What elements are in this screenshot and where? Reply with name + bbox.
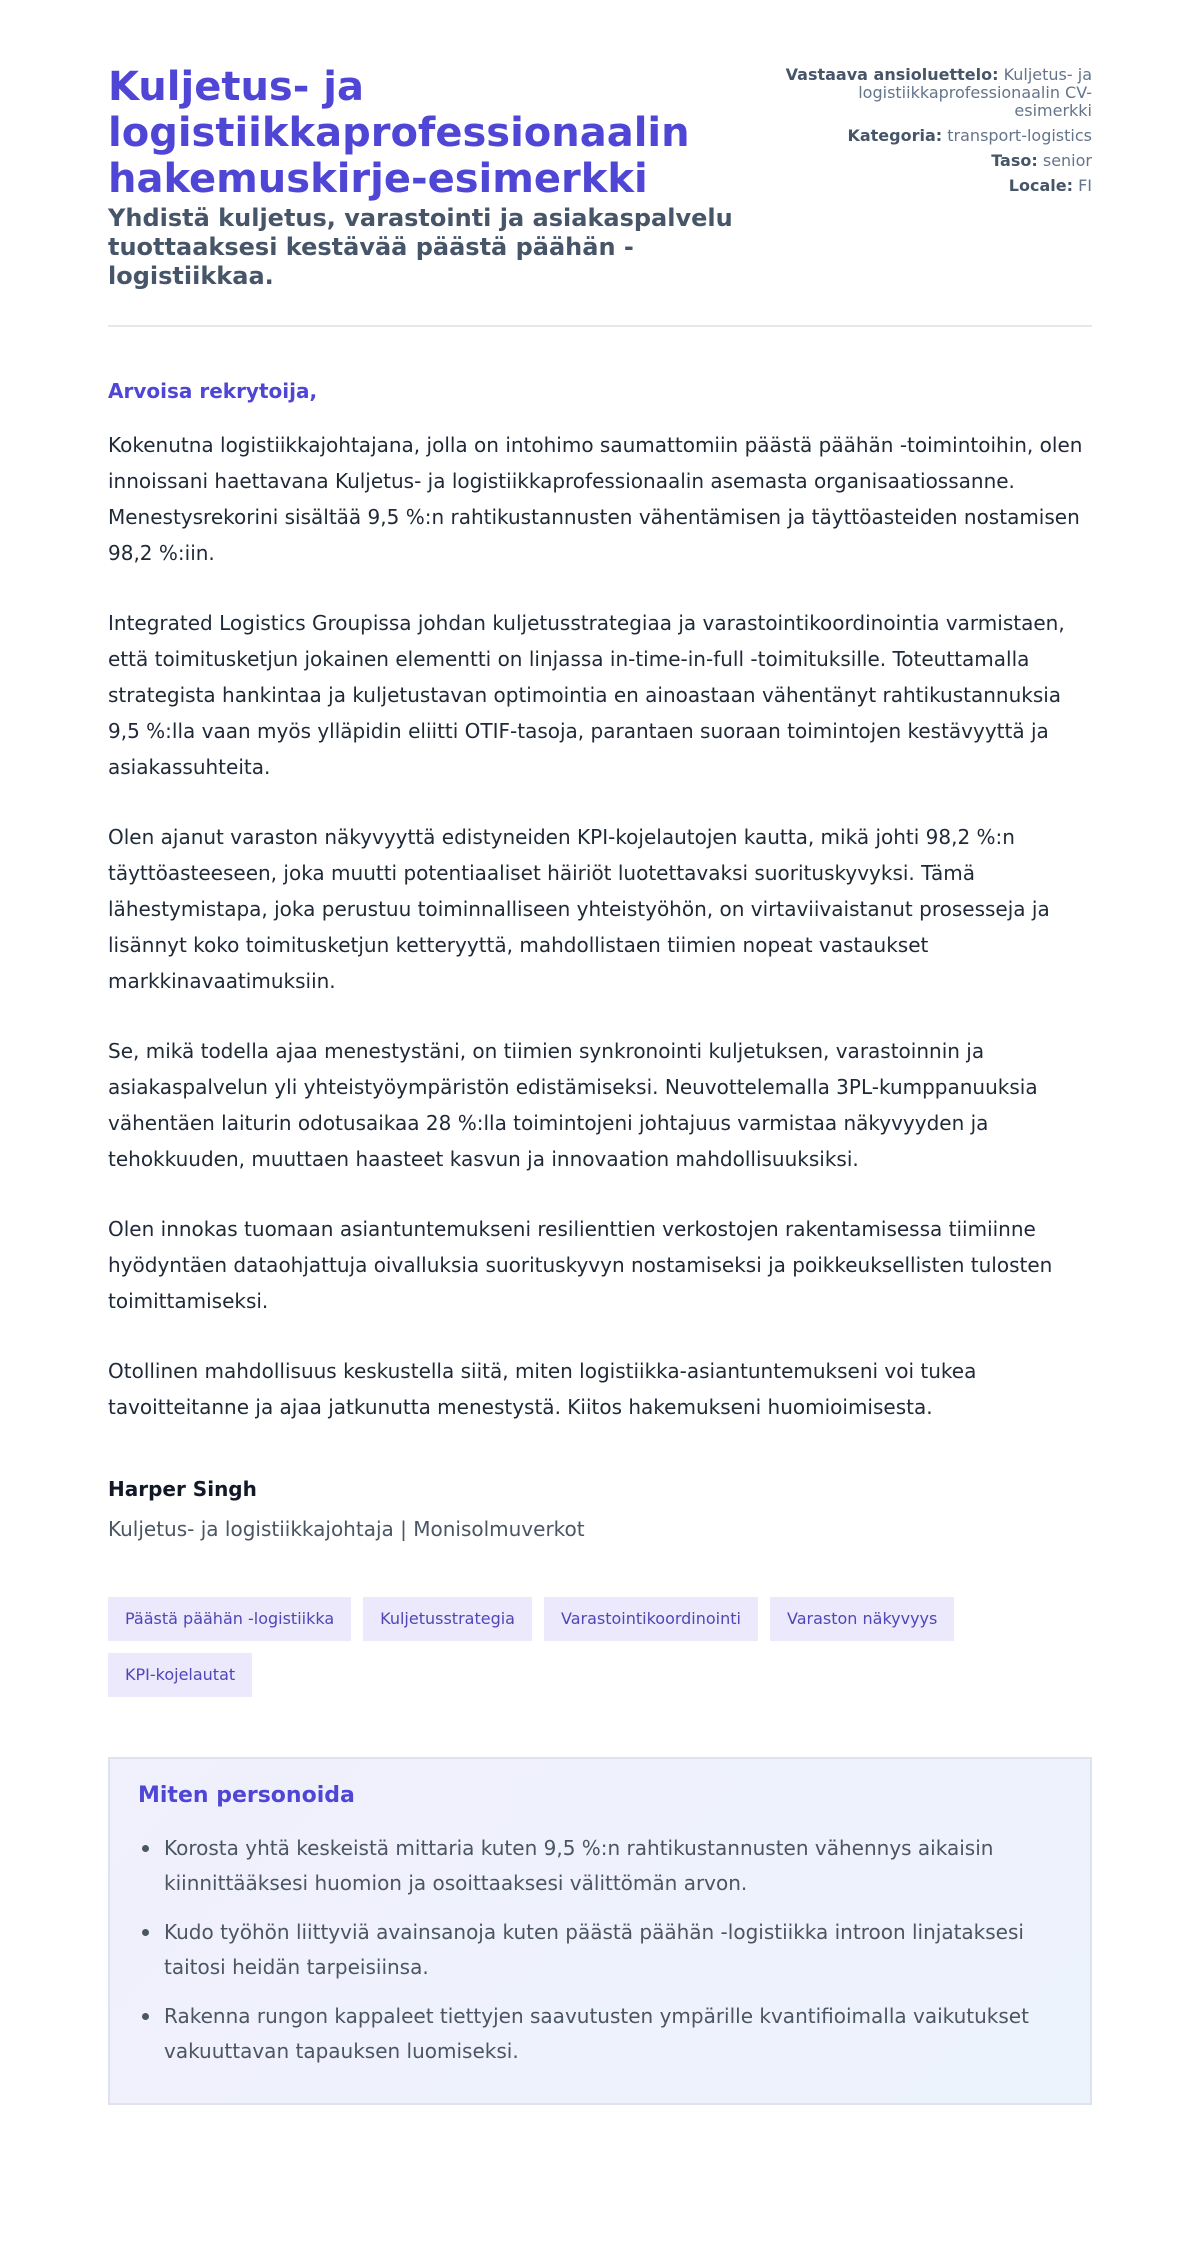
tips-item: [138, 1831, 1062, 1901]
letter-paragraph: Se, mikä todella ajaa menestystäni, on tiimien synkronointi kuljetuksen, varastoinnin ja asiakaspalvelun yli yhteistyöympäristön edistämiseksi. Neuvottelemalla 3PL-kumppanuuksia vähentäen laiturin odotusaikaa 28 %:lla toimintojeni johtajuus varmistaa näkyvyyden ja tehokkuuden, muuttaen haasteet kasvun ja innovaation mahdollisuuksiksi.: [108, 1039, 1038, 1171]
page-header: [108, 64, 1092, 327]
skill-tag: Päästä päähän -logistiikka: [108, 1597, 351, 1641]
tips-item-text: Kudo työhön liittyviä avainsanoja kuten päästä päähän -logistiikka introon linjataksesi taitosi heidän tarpeisiinsa.: [164, 1920, 1024, 1979]
meta-related-resume: [782, 66, 1092, 120]
meta-value: senior: [1042, 151, 1092, 170]
skill-tag: Kuljetusstrategia: [363, 1597, 532, 1641]
meta-key: Taso:: [991, 151, 1038, 170]
signature-block: [108, 1475, 1092, 1543]
meta-locale: [782, 177, 1092, 195]
meta-key: Vastaava ansioluettelo:: [785, 65, 999, 84]
letter-paragraph: Integrated Logistics Groupissa johdan kuljetusstrategiaa ja varastointikoordinointia varmistaen, että toimitusketjun jokainen elementti on linjassa in-time-in-full -toimituksille. Toteuttamalla strategista hankintaa ja kuljetustavan optimointia en ainoastaan vähentänyt rahtikustannuksia 9,5 %:lla vaan myös ylläpidin eliitti OTIF-tasoja, parantaen suoraan toimintojen kestävyyttä ja asiakassuhteita.: [108, 611, 1065, 779]
letter-paragraph: Kokenutna logistiikkajohtajana, jolla on intohimo saumattomiin päästä päähän -toimintoihin, olen innoissani haettavana Kuljetus- ja logistiikkaprofessionaalin asemasta organisaatiossanne. Menestysrekorini sisältää 9,5 %:n rahtikustannusten vähentämisen ja täyttöasteiden nostamisen 98,2 %:iin.: [108, 433, 1083, 565]
signature-title: Kuljetus- ja logistiikkajohtaja | Monisolmuverkot: [108, 1517, 585, 1541]
tips-item: [138, 1999, 1062, 2069]
letter-body: [108, 377, 1092, 1425]
skill-tag: Varaston näkyvyys: [770, 1597, 954, 1641]
meta-key: Kategoria:: [847, 126, 943, 145]
meta-panel: [782, 66, 1092, 202]
meta-value: FI: [1078, 176, 1092, 195]
meta-value: Kuljetus- ja logistiikkaprofessionaalin CV-esimerkki: [858, 65, 1092, 120]
meta-key: Locale:: [1008, 176, 1073, 195]
bullet-icon: [142, 1929, 149, 1936]
skill-tags: [108, 1597, 1008, 1697]
meta-category: [782, 127, 1092, 145]
bullet-icon: [142, 1845, 149, 1852]
letter-paragraph: Otollinen mahdollisuus keskustella siitä, miten logistiikka-asiantuntemukseni voi tukea tavoitteitanne ja ajaa jatkunutta menestystä. Kiitos hakemukseni huomioimisesta.: [108, 1359, 977, 1419]
letter-paragraphs: [108, 427, 1092, 1425]
tips-title: Miten personoida: [138, 1783, 355, 1808]
letter-paragraph: Olen innokas tuomaan asiantuntemukseni resilienttien verkostojen rakentamisessa tiimiinne hyödyntäen dataohjattuja oivalluksia suorituskyvyn nostamiseksi ja poikkeuksellisten tulosten toimittamiseksi.: [108, 1217, 1053, 1313]
meta-level: [782, 152, 1092, 170]
tips-item: [138, 1915, 1062, 1985]
page-subtitle: Yhdistä kuljetus, varastointi ja asiakaspalvelu tuottaaksesi kestävää päästä päähän -logistiikkaa.: [108, 204, 733, 290]
meta-value: transport-logistics: [947, 126, 1092, 145]
skill-tag: Varastointikoordinointi: [544, 1597, 758, 1641]
tips-list: [138, 1831, 1062, 2069]
page-title: Kuljetus- ja logistiikkaprofessionaalin hakemuskirje-esimerkki: [108, 64, 690, 202]
signature-name: Harper Singh: [108, 1477, 257, 1501]
tips-item-text: Rakenna rungon kappaleet tiettyjen saavutusten ympärille kvantifioimalla vaikutukset vakuuttavan tapauksen luomiseksi.: [164, 2004, 1029, 2063]
bullet-icon: [142, 2013, 149, 2020]
letter-greeting: Arvoisa rekrytoija,: [108, 379, 318, 403]
personalization-tips: [108, 1757, 1092, 2105]
letter-paragraph: Olen ajanut varaston näkyvyyttä edistyneiden KPI-kojelautojen kautta, mikä johti 98,2 %:n täyttöasteeseen, joka muutti potentiaaliset häiriöt luotettavaksi suorituskyvyksi. Tämä lähestymistapa, joka perustuu toiminnalliseen yhteistyöhön, on virtaviivaistanut prosesseja ja lisännyt koko toimitusketjun ketteryyttä, mahdollistaen tiimien nopeat vastaukset markkinavaatimuksiin.: [108, 825, 1050, 993]
tips-item-text: Korosta yhtä keskeistä mittaria kuten 9,5 %:n rahtikustannusten vähennys aikaisin kiinnittääksesi huomion ja osoittaaksesi välittömän arvon.: [164, 1836, 994, 1895]
skill-tag: KPI-kojelautat: [108, 1653, 252, 1697]
header-titles: [108, 64, 768, 291]
